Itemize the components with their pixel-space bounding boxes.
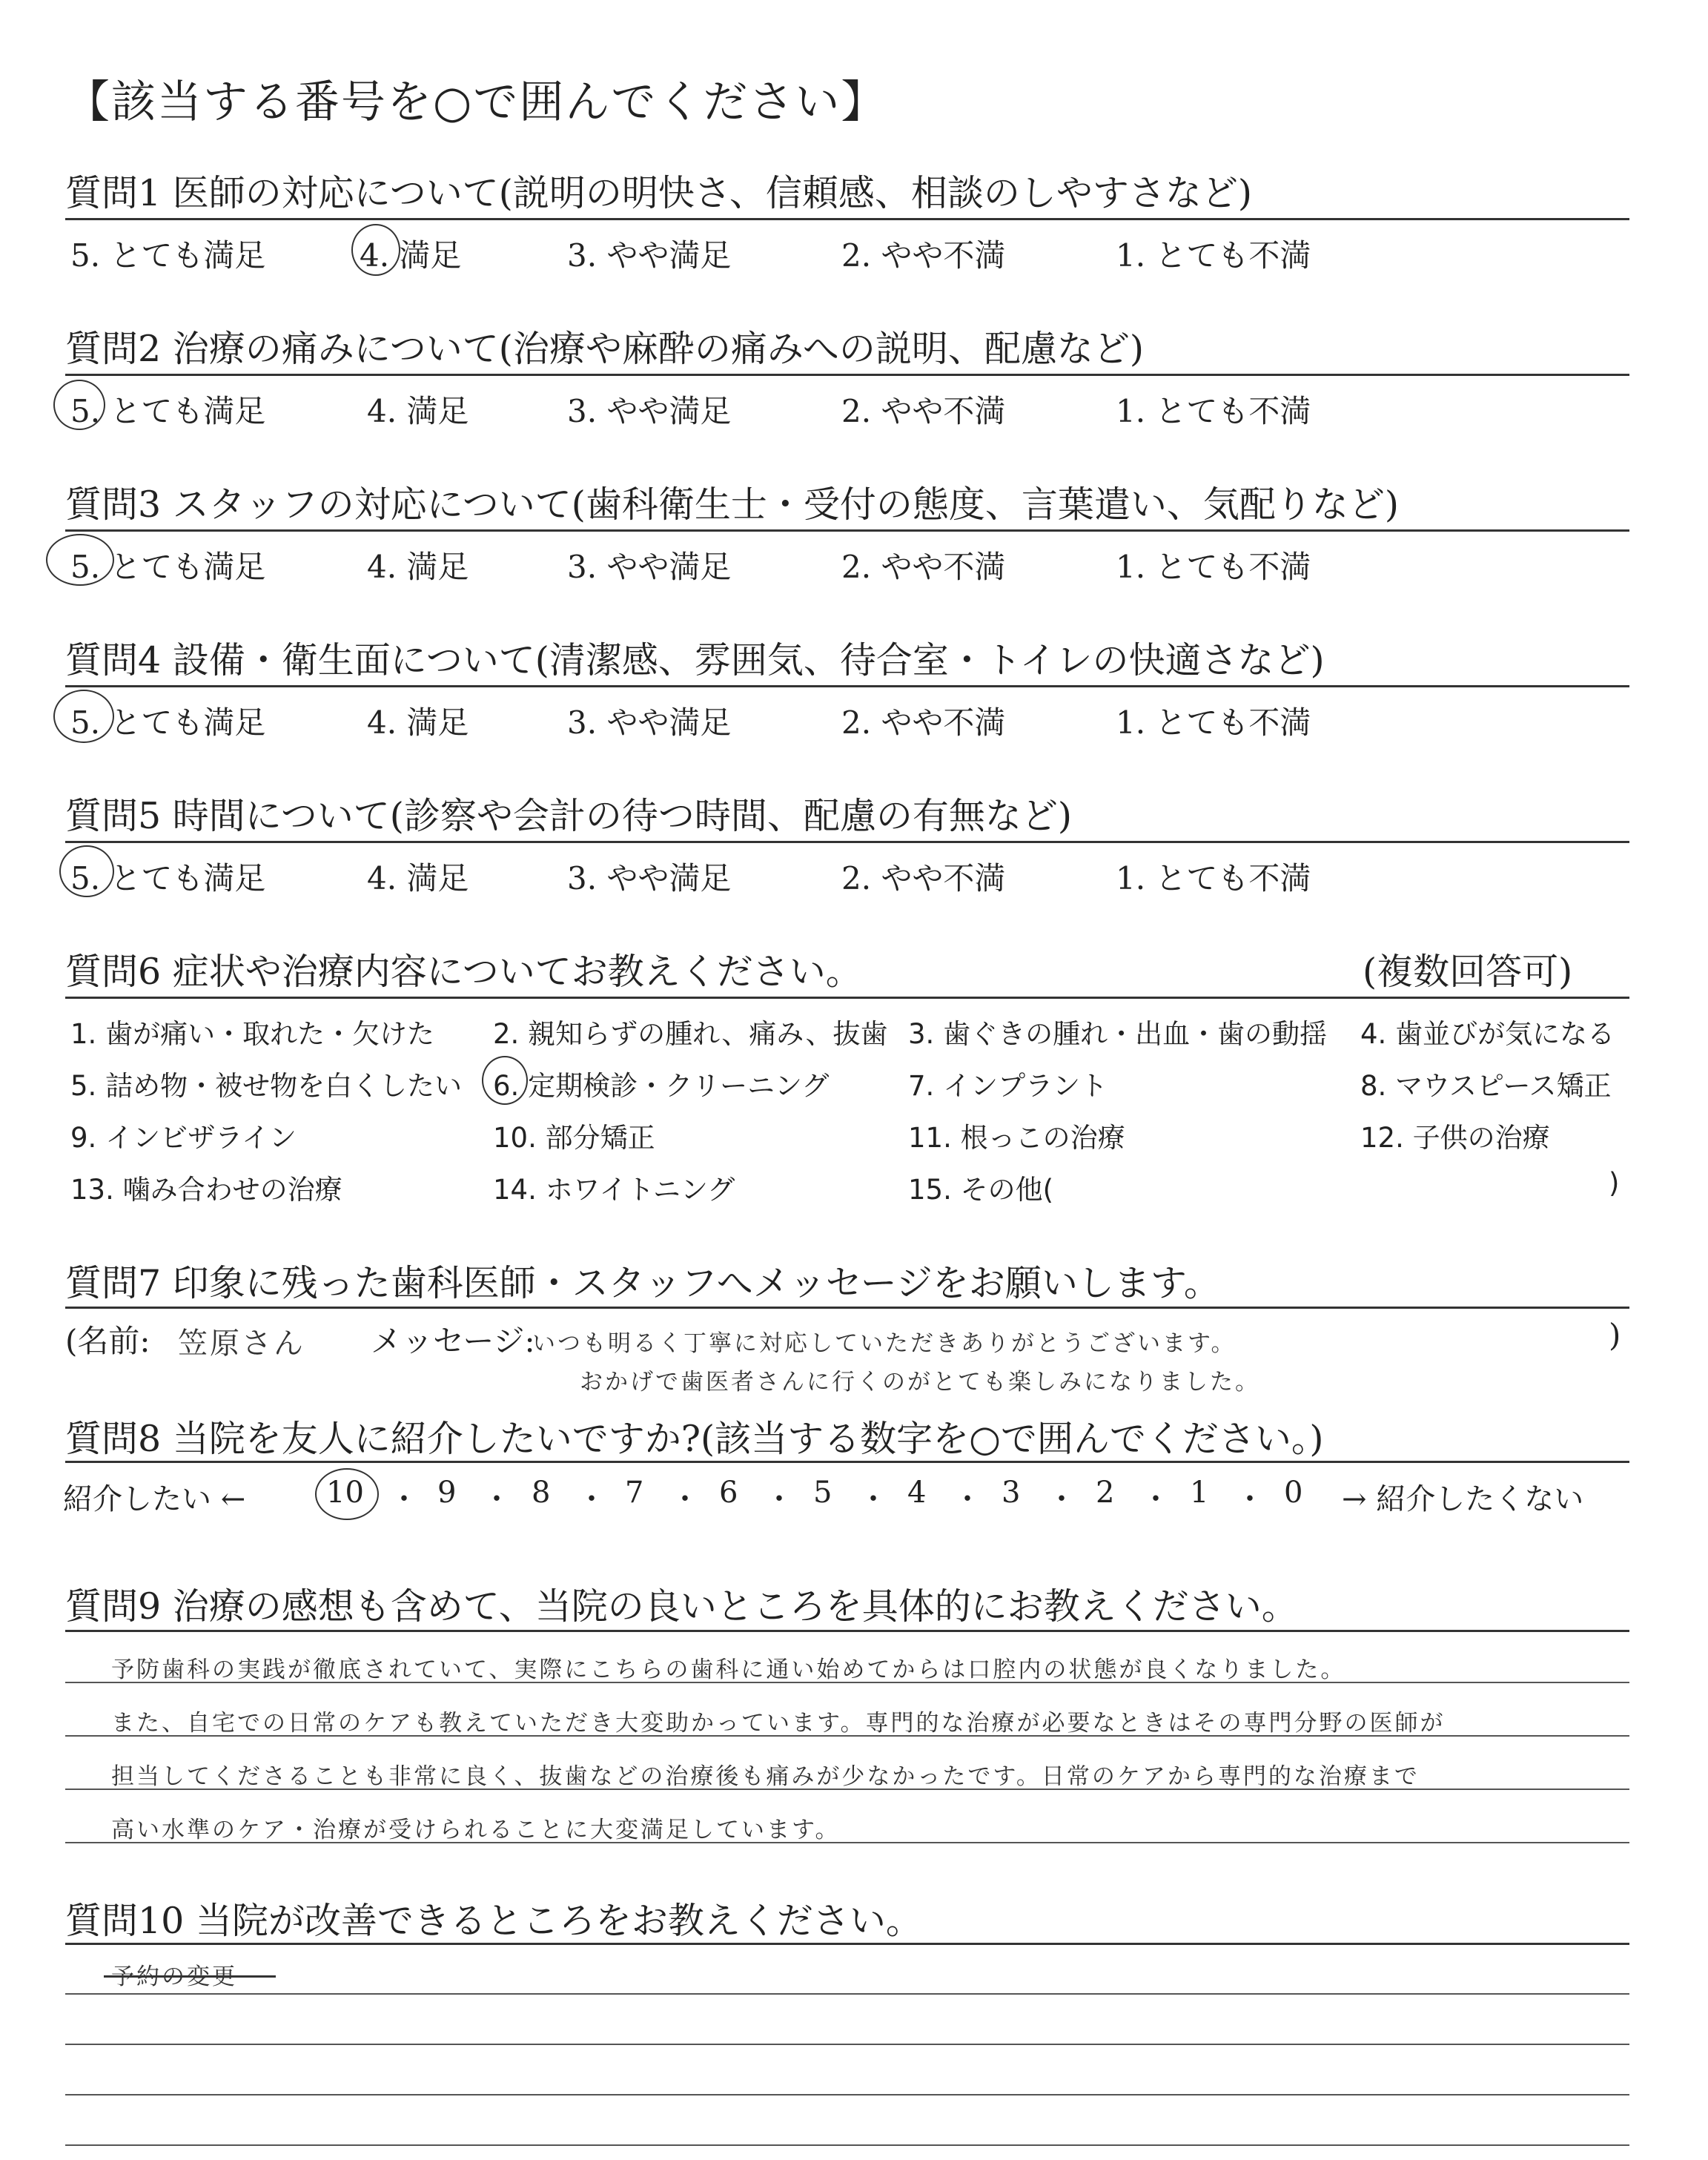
q1-option-2[interactable]: 2. やや不満 — [841, 237, 1006, 274]
q6-option-5[interactable]: 5. 詰め物・被せ物を白くしたい — [70, 1070, 463, 1102]
question-8-rule — [65, 1461, 1629, 1463]
question-3-rule — [65, 529, 1629, 532]
q9-answer-line-3[interactable]: 担当してくださることも非常に良く、抜歯などの治療後も痛みが少なかったです。日常のケアから専門的な治療まで — [111, 1763, 1420, 1790]
q6-selection-circle — [482, 1056, 528, 1105]
q10-struck-answer[interactable]: 予約の変更 — [111, 1964, 237, 1990]
q2-option-2[interactable]: 2. やや不満 — [841, 393, 1006, 429]
q6-option-9[interactable]: 9. インビザライン — [70, 1122, 297, 1154]
question-5-title: 質問5 時間について(診察や会計の待つ時間、配慮の有無など) — [65, 795, 1073, 837]
q1-option-5[interactable]: 5. とても満足 — [70, 237, 266, 274]
q3-option-4[interactable]: 4. 満足 — [367, 549, 469, 585]
question-1-title: 質問1 医師の対応について(説明の明快さ、信頼感、相談のしやすさなど) — [65, 172, 1253, 214]
q7-close-paren: ) — [1609, 1317, 1621, 1353]
q6-option-13[interactable]: 13. 噛み合わせの治療 — [70, 1174, 342, 1206]
question-6-note: (複数回答可) — [1363, 951, 1573, 993]
q4-option-1[interactable]: 1. とても不満 — [1116, 704, 1311, 741]
question-2-rule — [65, 374, 1629, 376]
q2-option-3[interactable]: 3. やや満足 — [567, 393, 732, 429]
q4-option-4[interactable]: 4. 満足 — [367, 704, 469, 741]
q8-scale-1[interactable]: 1 — [1190, 1476, 1209, 1510]
q10-writing-line — [65, 2144, 1629, 2146]
q6-option-6[interactable]: 6. 定期検診・クリーニング — [493, 1070, 830, 1102]
q8-scale-dot: ・ — [389, 1482, 419, 1516]
q8-scale-4[interactable]: 4 — [907, 1476, 927, 1510]
q4-option-2[interactable]: 2. やや不満 — [841, 704, 1006, 741]
question-7-rule — [65, 1307, 1629, 1309]
q9-writing-line — [65, 1789, 1629, 1790]
q2-option-4[interactable]: 4. 満足 — [367, 393, 469, 429]
q6-option-14[interactable]: 14. ホワイトニング — [493, 1174, 735, 1206]
question-3-title: 質問3 スタッフの対応について(歯科衛生士・受付の態度、言葉遣い、気配りなど) — [65, 483, 1400, 526]
question-9-title: 質問9 治療の感想も含めて、当院の良いところを具体的にお教えください。 — [65, 1585, 1298, 1628]
q6-option-1[interactable]: 1. 歯が痛い・取れた・欠けた — [70, 1018, 435, 1050]
q3-option-3[interactable]: 3. やや満足 — [567, 549, 732, 585]
q9-writing-line — [65, 1682, 1629, 1683]
q8-scale-dot: ・ — [1235, 1482, 1265, 1516]
q2-option-5[interactable]: 5. とても満足 — [70, 393, 266, 429]
q10-writing-line — [65, 1993, 1629, 1995]
q5-selection-circle — [59, 845, 114, 897]
q6-option-8[interactable]: 8. マウスピース矯正 — [1360, 1070, 1612, 1102]
q8-scale-0[interactable]: 0 — [1284, 1476, 1303, 1510]
q8-scale-6[interactable]: 6 — [719, 1476, 738, 1510]
q7-name-label: (名前: — [65, 1323, 150, 1359]
q9-answer-line-1[interactable]: 予防歯科の実践が徹底されていて、実際にこちらの歯科に通い始めてからは口腔内の状態が良くなりました。 — [111, 1657, 1346, 1683]
question-1-rule — [65, 218, 1629, 220]
question-7-title: 質問7 印象に残った歯科医師・スタッフへメッセージをお願いします。 — [65, 1262, 1220, 1304]
q7-name-value[interactable]: 笠原さん — [178, 1327, 305, 1361]
q2-selection-circle — [53, 380, 105, 430]
q8-scale-7[interactable]: 7 — [625, 1476, 644, 1510]
q6-option-12[interactable]: 12. 子供の治療 — [1360, 1122, 1550, 1154]
question-4-rule — [65, 685, 1629, 687]
q8-left-label: 紹介したい ← — [63, 1482, 246, 1516]
q3-option-5[interactable]: 5. とても満足 — [70, 549, 266, 585]
q7-message-line-1[interactable]: いつも明るく丁寧に対応していただきありがとうございます。 — [532, 1330, 1237, 1357]
q5-option-5[interactable]: 5. とても満足 — [70, 860, 266, 896]
q8-scale-dot: ・ — [482, 1482, 512, 1516]
question-6-title: 質問6 症状や治療内容についてお教えください。 — [65, 951, 862, 993]
instruction-header: 【該当する番号を○で囲んでください】 — [65, 76, 887, 128]
q5-option-2[interactable]: 2. やや不満 — [841, 860, 1006, 896]
question-6-rule — [65, 997, 1629, 999]
q4-option-5[interactable]: 5. とても満足 — [70, 704, 266, 741]
q6-option-4[interactable]: 4. 歯並びが気になる — [1360, 1018, 1615, 1050]
q4-option-3[interactable]: 3. やや満足 — [567, 704, 732, 741]
q8-scale-3[interactable]: 3 — [1002, 1476, 1021, 1510]
q8-right-label: → 紹介したくない — [1342, 1482, 1584, 1516]
q6-option-2[interactable]: 2. 親知らずの腫れ、痛み、抜歯 — [493, 1018, 888, 1050]
q5-option-3[interactable]: 3. やや満足 — [567, 860, 732, 896]
q6-option-15[interactable]: 15. その他( — [908, 1174, 1054, 1206]
q8-scale-dot: ・ — [1141, 1482, 1171, 1516]
q3-option-1[interactable]: 1. とても不満 — [1116, 549, 1311, 585]
q1-selection-circle — [351, 224, 400, 276]
q10-writing-line — [65, 2044, 1629, 2045]
q6-option-3[interactable]: 3. 歯ぐきの腫れ・出血・歯の動揺 — [908, 1018, 1328, 1050]
question-5-rule — [65, 841, 1629, 843]
q8-scale-5[interactable]: 5 — [813, 1476, 833, 1510]
q5-option-4[interactable]: 4. 満足 — [367, 860, 469, 896]
q6-option-11[interactable]: 11. 根っこの治療 — [908, 1122, 1125, 1154]
q1-option-1[interactable]: 1. とても不満 — [1116, 237, 1311, 274]
q4-selection-circle — [53, 690, 114, 743]
q6-option-7[interactable]: 7. インプラント — [908, 1070, 1108, 1102]
q8-scale-2[interactable]: 2 — [1096, 1476, 1115, 1510]
q9-writing-line — [65, 1842, 1629, 1843]
question-2-title: 質問2 治療の痛みについて(治療や麻酔の痛みへの説明、配慮など) — [65, 328, 1145, 370]
q7-message-label: メッセージ: — [371, 1323, 535, 1359]
q8-scale-dot: ・ — [1047, 1482, 1076, 1516]
question-10-rule — [65, 1943, 1629, 1945]
q8-scale-8[interactable]: 8 — [532, 1476, 551, 1510]
q8-scale-dot: ・ — [577, 1482, 606, 1516]
q9-answer-line-2[interactable]: また、自宅での日常のケアも教えていただき大変助かっています。専門的な治療が必要なときはその専門分野の医師が — [111, 1710, 1446, 1737]
q8-scale-dot: ・ — [953, 1482, 982, 1516]
question-8-title: 質問8 当院を友人に紹介したいですか?(該当する数字を○で囲んでください。) — [65, 1418, 1324, 1460]
q8-scale-dot: ・ — [670, 1482, 700, 1516]
q5-option-1[interactable]: 1. とても不満 — [1116, 860, 1311, 896]
q7-message-line-2[interactable]: おかげで歯医者さんに行くのがとても楽しみになりました。 — [580, 1369, 1260, 1396]
q2-option-1[interactable]: 1. とても不満 — [1116, 393, 1311, 429]
q3-option-2[interactable]: 2. やや不満 — [841, 549, 1006, 585]
q6-other-close-paren: ) — [1609, 1167, 1620, 1199]
q10-writing-line — [65, 2094, 1629, 2095]
q8-scale-10[interactable]: 10 — [326, 1476, 364, 1510]
q8-scale-9[interactable]: 9 — [437, 1476, 457, 1510]
q8-selection-circle — [315, 1468, 379, 1520]
q8-scale-dot: ・ — [764, 1482, 794, 1516]
question-10-title: 質問10 当院が改善できるところをお教えください。 — [65, 1900, 922, 1942]
q6-option-10[interactable]: 10. 部分矯正 — [493, 1122, 655, 1154]
q1-option-3[interactable]: 3. やや満足 — [567, 237, 732, 274]
q9-writing-line — [65, 1735, 1629, 1737]
q10-strike-line — [104, 1975, 276, 1978]
q9-answer-line-4[interactable]: 高い水準のケア・治療が受けられることに大変満足しています。 — [111, 1817, 841, 1843]
q8-scale-dot: ・ — [858, 1482, 888, 1516]
q1-option-4[interactable]: 4. 満足 — [360, 237, 462, 274]
question-9-rule — [65, 1630, 1629, 1632]
q3-selection-circle — [46, 534, 114, 586]
question-4-title: 質問4 設備・衛生面について(清潔感、雰囲気、待合室・トイレの快適さなど) — [65, 639, 1325, 681]
